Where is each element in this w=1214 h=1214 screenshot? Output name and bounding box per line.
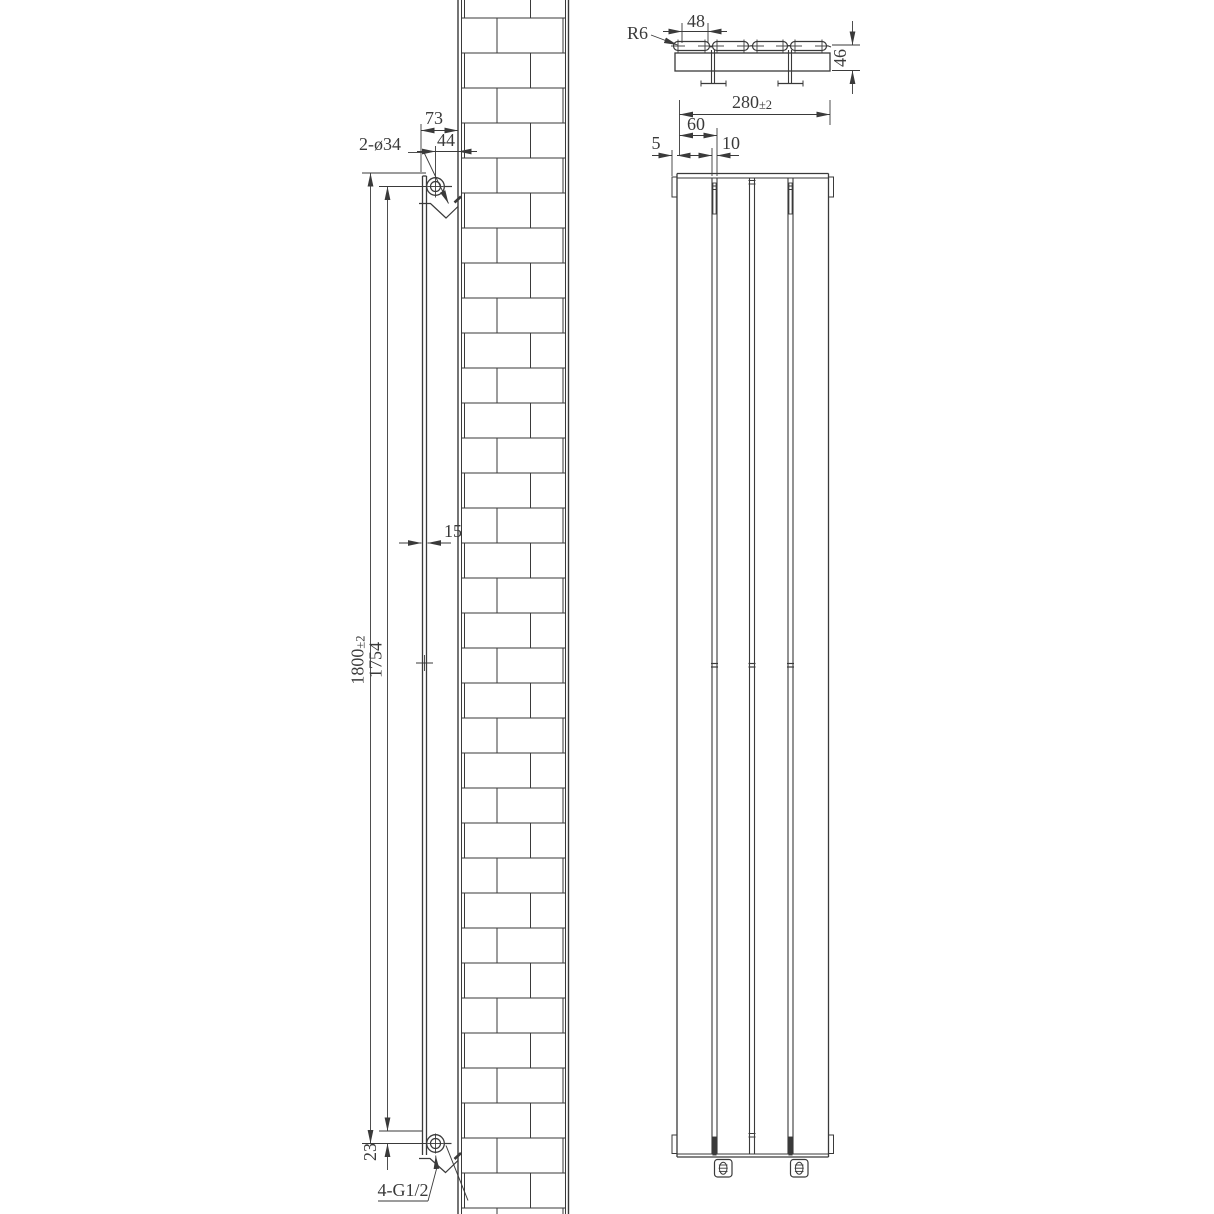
connections-callout-label: 4-G1/2 [377,1180,429,1200]
top-section-geometry [671,40,831,87]
connections-callout-arrow [436,1156,437,1170]
dim-5-label: 5 [651,133,661,153]
rear-panel-section [675,53,830,71]
dim-1754-label: 1754 [365,642,386,678]
radius-callout-leader [651,35,678,45]
rail-screw-bottom [789,1137,792,1155]
front-view [652,92,834,1177]
dim-73-label: 73 [425,108,443,128]
brick-wall [455,0,569,1214]
rail-screw-bottom [713,1137,716,1155]
front-panels-geometry [711,178,808,1177]
dim-1800-label: 1800±2 [347,635,368,685]
rail-screw-top [789,183,792,214]
top-bracket-plate [419,204,458,219]
rail-screw-top [713,183,716,214]
rear-tab-top-left [672,177,677,197]
dim-15-label: 15 [444,521,462,541]
dim-10-label: 10 [722,133,740,153]
radius-callout-label: R6 [627,23,649,43]
dim-60-label: 60 [687,114,705,134]
brick-pattern [462,0,566,1214]
dim-23-label: 23 [360,1143,380,1161]
connections-callout-leader [428,1169,437,1201]
top-section-view [627,11,860,94]
dim-44-label: 44 [437,130,455,150]
rear-tab-bottom-right [829,1135,834,1154]
holes-callout-label: 2-ø34 [359,134,401,154]
rear-tab-top-right [829,177,834,197]
dim-280-label: 280±2 [731,92,773,112]
dim-46-label: 46 [830,49,850,67]
rear-tab-bottom-left [672,1135,677,1154]
dim-48-label: 48 [687,11,705,31]
